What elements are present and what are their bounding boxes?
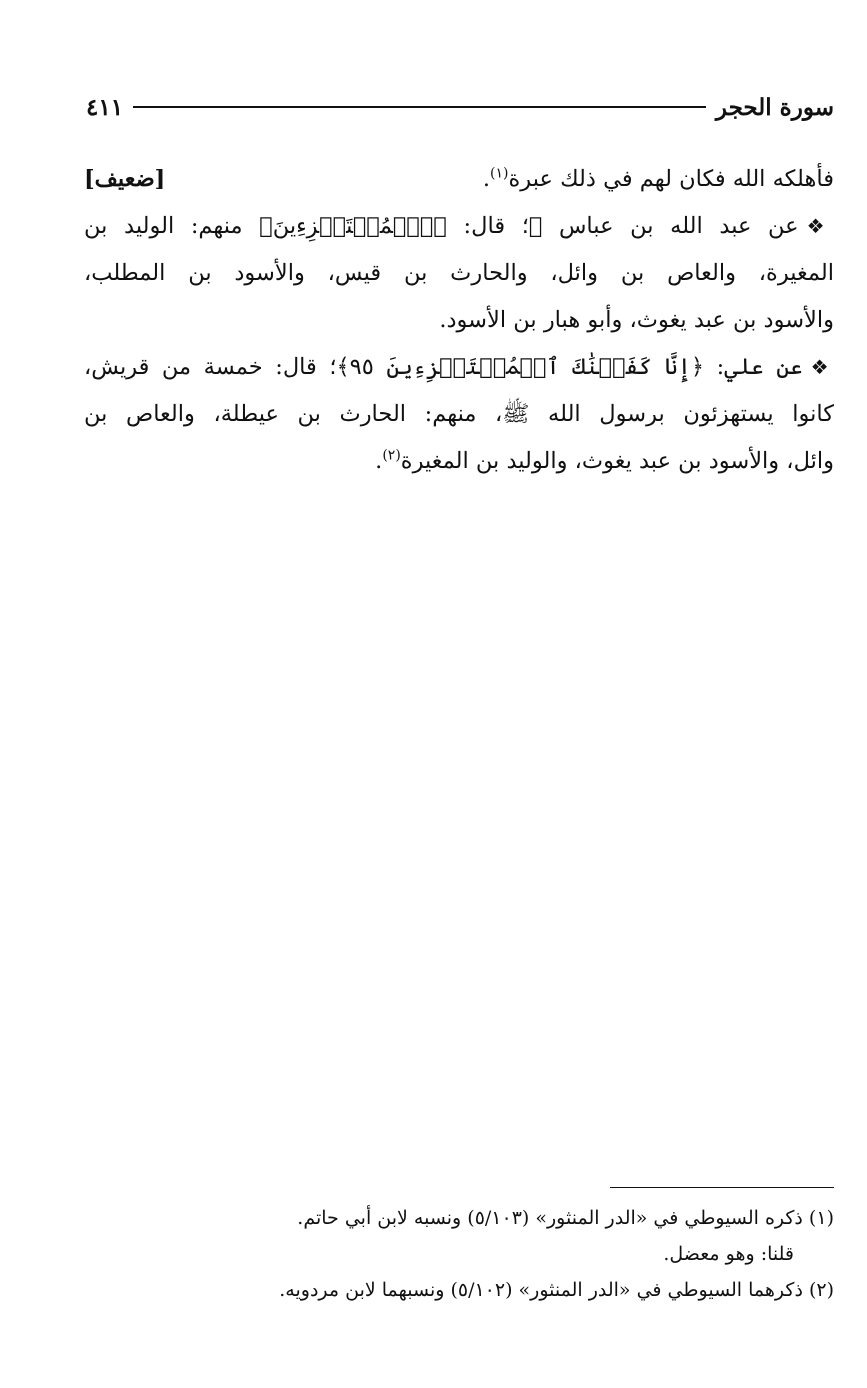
p3-line-3 xyxy=(84,438,834,485)
footnote-1-note: قلنا: وهو معضل. xyxy=(663,1243,794,1265)
footnote-ref-2: (٢) xyxy=(382,447,401,464)
page-number: ٤١١ xyxy=(86,93,124,121)
paragraph-1-text xyxy=(483,156,834,203)
p2-line-2: المغيرة، والعاص بن وائل، والحارث بن قيس، والأسود بن المطلب، xyxy=(84,260,834,286)
footnote-2: (٢) ذكرهما السيوطي في «الدر المنثور» (٥/١٠٢) ونسبهما لابن مردويه. xyxy=(279,1279,834,1301)
footnote-1: (١) ذكره السيوطي في «الدر المنثور» (٥/١٠٣) ونسبه لابن أبي حاتم. xyxy=(297,1207,834,1229)
page-header xyxy=(86,92,834,122)
paragraph-1 xyxy=(84,156,834,203)
footnotes xyxy=(84,1200,834,1308)
bullet-icon: ❖ xyxy=(810,355,834,379)
p1-end: . xyxy=(482,166,491,192)
bullet-icon: ❖ xyxy=(806,214,834,238)
footnote-separator xyxy=(610,1187,834,1188)
grade-label: [ضعيف] xyxy=(84,166,166,192)
p3-line-3-text: وائل، والأسود بن عبد يغوث، والوليد بن المغيرة xyxy=(400,448,834,474)
main-text xyxy=(84,156,834,485)
p3-line-1 xyxy=(84,344,834,391)
footnote-ref-1: (١) xyxy=(490,165,509,182)
header-rule xyxy=(133,106,706,108)
p3-line-3-end: . xyxy=(375,448,383,474)
paragraph-2 xyxy=(84,203,834,344)
p3-line-1-text: عن علي: ﴿إِنَّا كَفَيۡنَٰكَ ٱلۡمُسۡتَهۡزِءِينَ ٩٥﴾؛ قال: خمسة من قريش، xyxy=(84,354,803,380)
p2-line-1 xyxy=(84,203,834,250)
p3-line-2: كانوا يستهزئون برسول الله ﷺ، منهم: الحارث بن عيطلة، والعاص بن xyxy=(84,401,834,427)
p2-line-1-text: عن عبد الله بن عباس ﵄؛ قال: ﴿ٱلۡمُسۡتَهۡزِءِينَ﴾ منهم: الوليد بن xyxy=(84,213,799,239)
p2-line-3: والأسود بن عبد يغوث، وأبو هبار بن الأسود. xyxy=(439,307,834,333)
paragraph-3 xyxy=(84,344,834,485)
surah-title: سورة الحجر xyxy=(715,93,834,121)
p1-text: فأهلكه الله فكان لهم في ذلك عبرة xyxy=(508,166,834,192)
